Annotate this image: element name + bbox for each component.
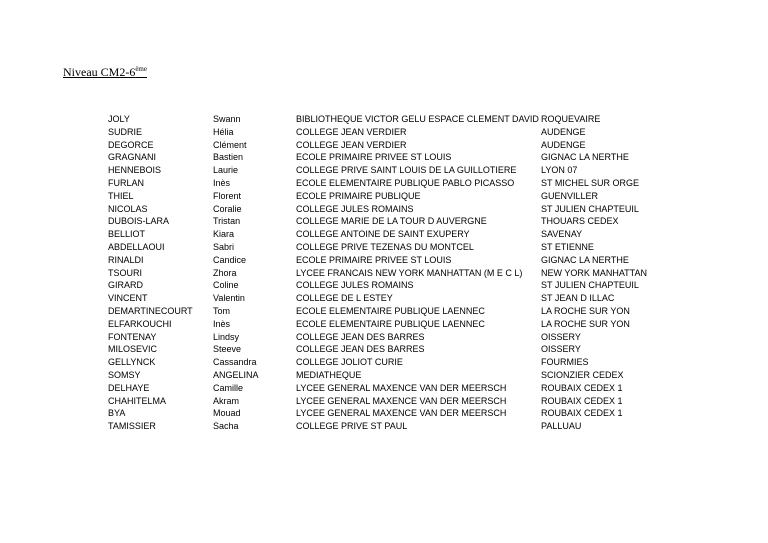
- table-row: [108, 139, 653, 152]
- last-name-cell: TSOURI: [108, 267, 143, 278]
- last-name-cell: FURLAN: [108, 177, 145, 188]
- city-cell: ST ETIENNE: [541, 241, 594, 252]
- school-cell: ECOLE PRIMAIRE PUBLIQUE: [296, 190, 421, 201]
- first-name-cell: Tom: [213, 305, 231, 316]
- city-cell: AUDENGE: [541, 139, 586, 150]
- school-cell: ECOLE PRIMAIRE PRIVEE ST LOUIS: [296, 254, 452, 265]
- school-cell: COLLEGE JEAN DES BARRES: [296, 344, 425, 355]
- first-name-cell: Coralie: [213, 203, 242, 214]
- school-cell: LYCEE GENERAL MAXENCE VAN DER MEERSCH: [296, 382, 507, 393]
- table-row: [108, 420, 653, 433]
- city-cell: ST JULIEN CHAPTEUIL: [541, 203, 639, 214]
- first-name-cell: Bastien: [213, 152, 244, 163]
- city-cell: LYON 07: [541, 165, 578, 176]
- school-cell: COLLEGE JULES ROMAINS: [296, 203, 414, 214]
- school-cell: MEDIATHEQUE: [296, 369, 362, 380]
- last-name-cell: DEGORCE: [108, 139, 154, 150]
- first-name-cell: Laurie: [213, 165, 239, 176]
- first-name-cell: Cassandra: [213, 357, 257, 368]
- school-cell: COLLEGE PRIVE ST PAUL: [296, 421, 408, 432]
- school-cell: COLLEGE JEAN VERDIER: [296, 126, 407, 137]
- city-cell: GUENVILLER: [541, 190, 599, 201]
- last-name-cell: DEMARTINECOURT: [108, 305, 193, 316]
- last-name-cell: ELFARKOUCHI: [108, 318, 172, 329]
- table-row: [108, 318, 653, 331]
- participants-table: [108, 113, 653, 433]
- first-name-cell: Tristan: [213, 216, 241, 227]
- last-name-cell: GELLYNCK: [108, 357, 156, 368]
- last-name-cell: SOMSY: [108, 369, 141, 380]
- table-row: [108, 407, 653, 420]
- last-name-cell: CHAHITELMA: [108, 395, 167, 406]
- city-cell: LA ROCHE SUR YON: [541, 318, 630, 329]
- school-cell: COLLEGE JOLIOT CURIE: [296, 357, 403, 368]
- city-cell: FOURMIES: [541, 357, 589, 368]
- table-row: [108, 382, 653, 395]
- first-name-cell: Camille: [213, 382, 244, 393]
- school-cell: ECOLE ELEMENTAIRE PUBLIQUE PABLO PICASSO: [296, 177, 515, 188]
- last-name-cell: FONTENAY: [108, 331, 157, 342]
- last-name-cell: NICOLAS: [108, 203, 148, 214]
- table-row: [108, 369, 653, 382]
- school-cell: COLLEGE ANTOINE DE SAINT EXUPERY: [296, 229, 470, 240]
- last-name-cell: DELHAYE: [108, 382, 150, 393]
- first-name-cell: Valentin: [213, 293, 245, 304]
- city-cell: ROUBAIX CEDEX 1: [541, 382, 623, 393]
- school-cell: COLLEGE JEAN VERDIER: [296, 139, 407, 150]
- city-cell: SAVENAY: [541, 229, 583, 240]
- table-row: [108, 177, 653, 190]
- first-name-cell: Sacha: [213, 421, 239, 432]
- city-cell: GIGNAC LA NERTHE: [541, 254, 629, 265]
- first-name-cell: Coline: [213, 280, 239, 291]
- school-cell: COLLEGE PRIVE TEZENAS DU MONTCEL: [296, 241, 474, 252]
- table-row: [108, 305, 653, 318]
- table-row: [108, 113, 653, 126]
- table-row: [108, 241, 653, 254]
- first-name-cell: ANGELINA: [213, 369, 259, 380]
- school-cell: ECOLE ELEMENTAIRE PUBLIQUE LAENNEC: [296, 318, 485, 329]
- table-row: [108, 356, 653, 369]
- city-cell: OISSERY: [541, 331, 581, 342]
- school-cell: BIBLIOTHEQUE VICTOR GELU ESPACE CLEMENT DAVID: [296, 114, 539, 124]
- table-row: [108, 343, 653, 356]
- school-cell: ECOLE ELEMENTAIRE PUBLIQUE LAENNEC: [296, 305, 485, 316]
- last-name-cell: TAMISSIER: [108, 421, 156, 432]
- last-name-cell: HENNEBOIS: [108, 165, 162, 176]
- heading-text: Niveau CM2-6: [63, 65, 136, 79]
- table-row: [108, 151, 653, 164]
- first-name-cell: Hélia: [213, 126, 234, 137]
- city-cell: NEW YORK MANHATTAN: [541, 267, 648, 278]
- heading-superscript: ème: [135, 65, 147, 73]
- table-row: [108, 331, 653, 344]
- city-cell: AUDENGE: [541, 126, 586, 137]
- school-cell: COLLEGE DE L ESTEY: [296, 293, 393, 304]
- table-row: [108, 395, 653, 408]
- school-cell: LYCEE GENERAL MAXENCE VAN DER MEERSCH: [296, 395, 507, 406]
- table-row: [108, 292, 653, 305]
- school-cell: LYCEE GENERAL MAXENCE VAN DER MEERSCH: [296, 408, 507, 419]
- school-cell: COLLEGE PRIVE SAINT LOUIS DE LA GUILLOTIERE: [296, 165, 517, 176]
- last-name-cell: GIRARD: [108, 280, 144, 291]
- last-name-cell: BYA: [108, 408, 126, 419]
- city-cell: SCIONZIER CEDEX: [541, 369, 624, 380]
- participants-table-body: [108, 113, 653, 433]
- first-name-cell: Sabri: [213, 241, 235, 252]
- table-row: [108, 126, 653, 139]
- city-cell: ROQUEVAIRE: [541, 114, 601, 124]
- school-cell: LYCEE FRANCAIS NEW YORK MANHATTAN (M E C L): [296, 267, 523, 278]
- last-name-cell: SUDRIE: [108, 126, 143, 137]
- school-cell: COLLEGE MARIE DE LA TOUR D AUVERGNE: [296, 216, 487, 227]
- first-name-cell: Florent: [213, 190, 242, 201]
- city-cell: LA ROCHE SUR YON: [541, 305, 630, 316]
- table-row: [108, 254, 653, 267]
- city-cell: THOUARS CEDEX: [541, 216, 619, 227]
- first-name-cell: Inès: [213, 318, 231, 329]
- school-cell: ECOLE PRIMAIRE PRIVEE ST LOUIS: [296, 152, 452, 163]
- first-name-cell: Lindsy: [213, 331, 240, 342]
- first-name-cell: Steeve: [213, 344, 242, 355]
- city-cell: GIGNAC LA NERTHE: [541, 152, 629, 163]
- city-cell: ST MICHEL SUR ORGE: [541, 177, 640, 188]
- last-name-cell: RINALDI: [108, 254, 144, 265]
- city-cell: ST JEAN D ILLAC: [541, 293, 615, 304]
- school-cell: COLLEGE JEAN DES BARRES: [296, 331, 425, 342]
- first-name-cell: Candice: [213, 254, 247, 265]
- first-name-cell: Clément: [213, 139, 247, 150]
- city-cell: PALLUAU: [541, 421, 582, 432]
- page-heading: [63, 65, 147, 79]
- last-name-cell: GRAGNANI: [108, 152, 157, 163]
- last-name-cell: MILOSEVIC: [108, 344, 158, 355]
- last-name-cell: JOLY: [108, 114, 130, 124]
- table-row: [108, 190, 653, 203]
- table-row: [108, 228, 653, 241]
- table-row: [108, 267, 653, 280]
- first-name-cell: Swann: [213, 114, 241, 124]
- city-cell: ROUBAIX CEDEX 1: [541, 408, 623, 419]
- table-row: [108, 203, 653, 216]
- last-name-cell: BELLIOT: [108, 229, 146, 240]
- city-cell: ROUBAIX CEDEX 1: [541, 395, 623, 406]
- table-row: [108, 164, 653, 177]
- last-name-cell: THIEL: [108, 190, 134, 201]
- last-name-cell: VINCENT: [108, 293, 148, 304]
- city-cell: OISSERY: [541, 344, 581, 355]
- first-name-cell: Mouad: [213, 408, 241, 419]
- first-name-cell: Inès: [213, 177, 231, 188]
- first-name-cell: Zhora: [213, 267, 237, 278]
- first-name-cell: Akram: [213, 395, 240, 406]
- table-row: [108, 279, 653, 292]
- first-name-cell: Kiara: [213, 229, 235, 240]
- school-cell: COLLEGE JULES ROMAINS: [296, 280, 414, 291]
- city-cell: ST JULIEN CHAPTEUIL: [541, 280, 639, 291]
- table-row: [108, 215, 653, 228]
- last-name-cell: DUBOIS-LARA: [108, 216, 170, 227]
- last-name-cell: ABDELLAOUI: [108, 241, 165, 252]
